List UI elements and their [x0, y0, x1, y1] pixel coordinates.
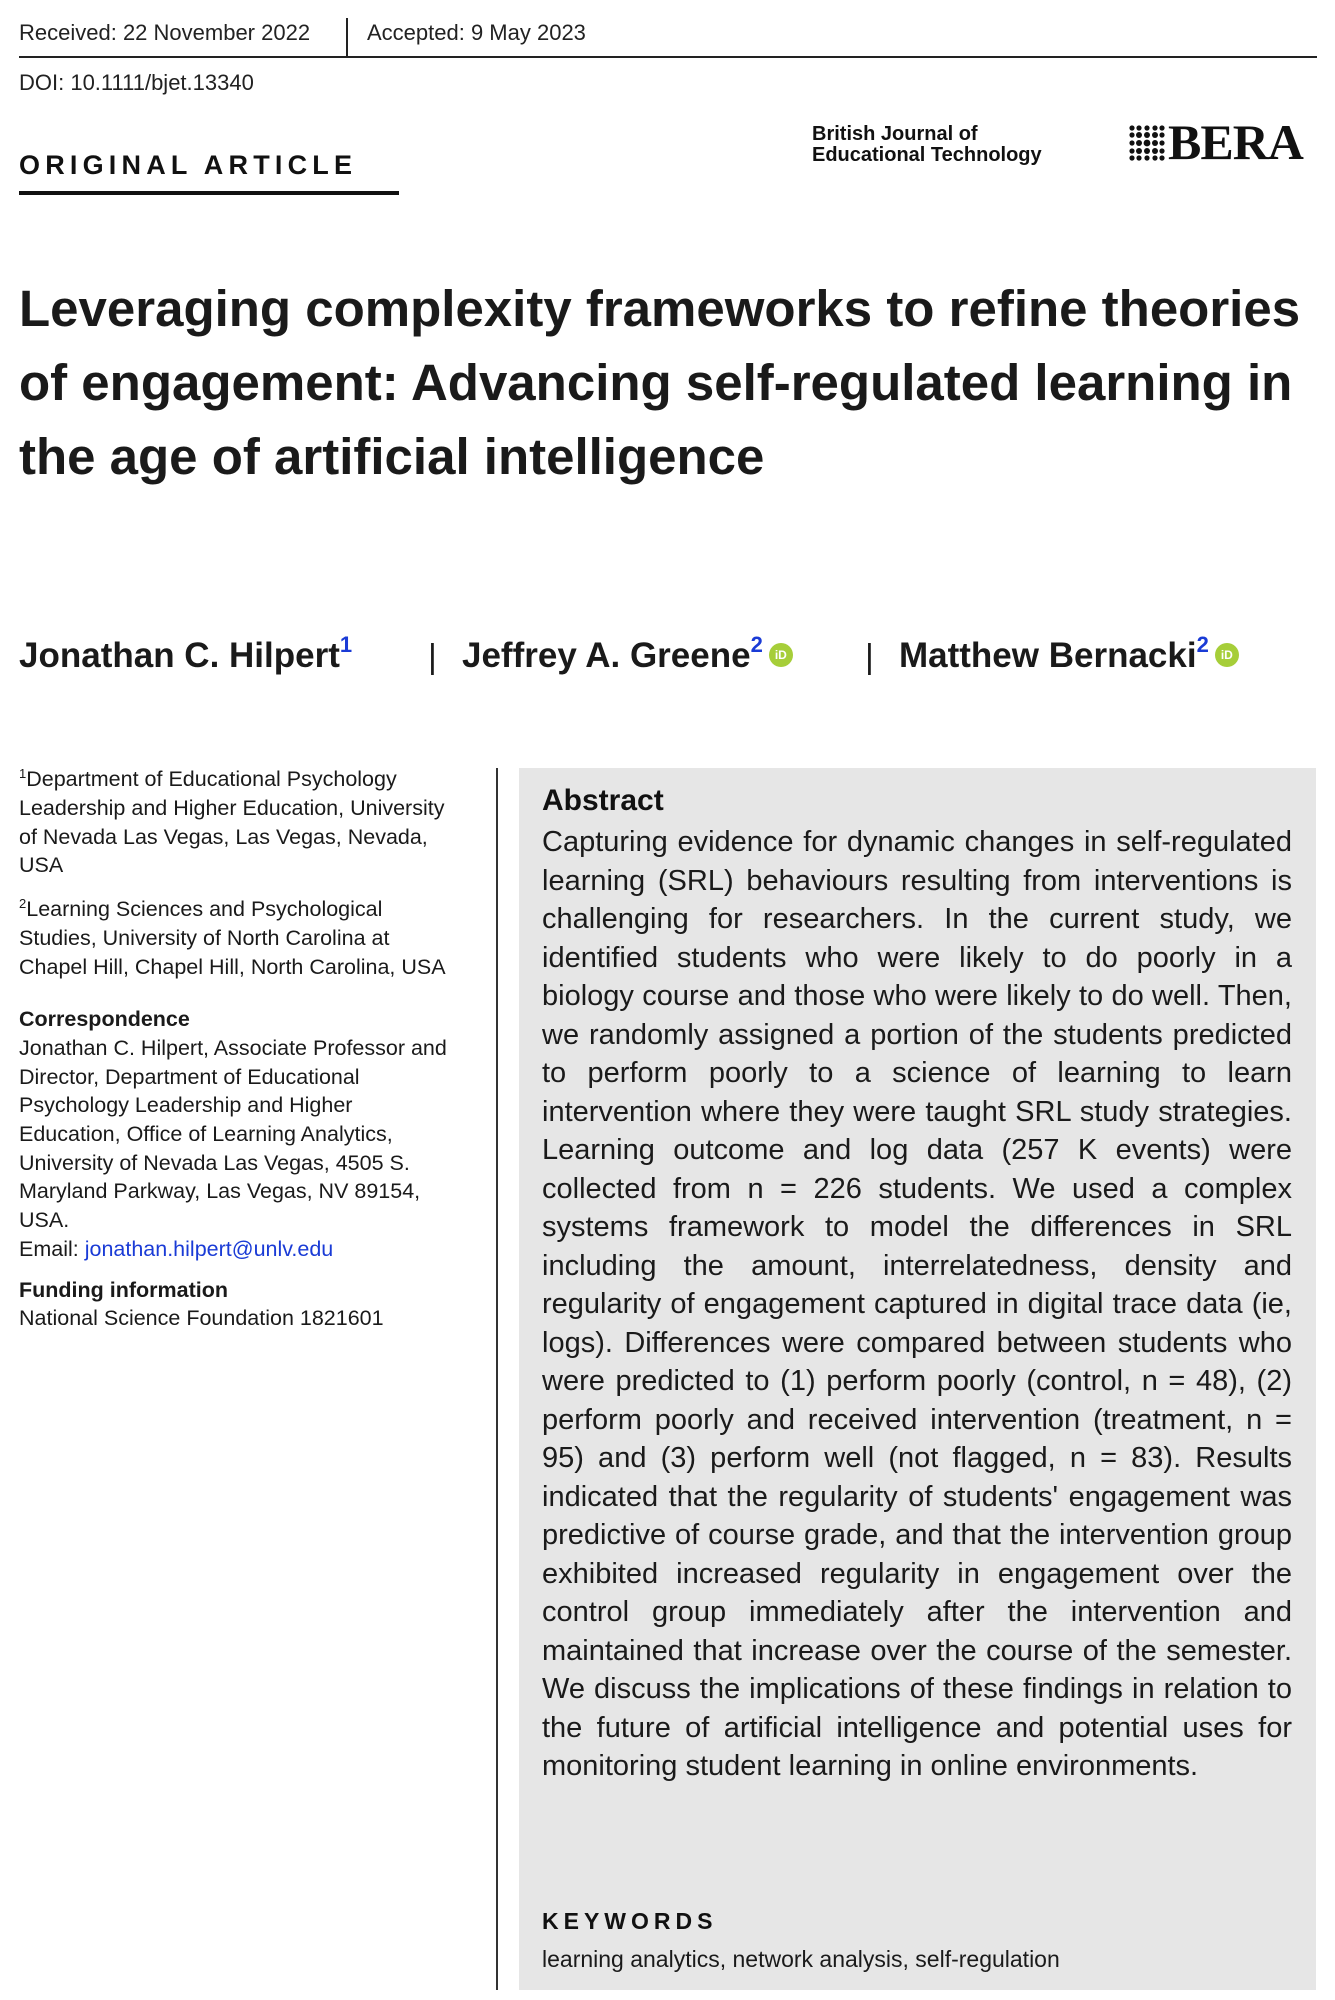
author-separator: | — [865, 638, 874, 676]
publisher-logo-text: BERA — [1168, 114, 1303, 170]
author-2-name: Jeffrey A. Greene — [462, 636, 751, 675]
doi: DOI: 10.1111/bjet.13340 — [19, 70, 254, 95]
author-separator: | — [428, 638, 437, 676]
funding-heading: Funding information — [19, 1277, 228, 1302]
abstract-text: Capturing evidence for dynamic changes in self-regulated learning (SRL) behaviours resulting from interventions is challenging for researchers. In the current study, we identified students who were likely to do poorly in a biology course and those who were likely to do well. Then, we randomly assigned a portion of the students predicted to perform poorly to a science of learning to learn intervention where they were taught SRL study strategies. Learning outcome and log data (257 K events) were collected from n = 226 students. We used a complex systems framework to model the differences in SRL including the amount, interrelatedness, density and regularity of engagement captured in digital trace data (ie, logs). Differences were compared between students who were predicted to (1) perform poorly (control, n = 48), (2) perform poorly and received intervention (treatment, n = 95) and (3) perform well (not flagged, n = 83). Results indicated that the regularity of students' engagement was predictive of course grade, and that the intervention group exhibited increased regularity in engagement over the control group immediately after the intervention and maintained that increase over the course of the semester. We discuss the implications of these findings in relation to the future of artificial intelligence and potential uses for monitoring student learning in online environments. — [542, 826, 1292, 1782]
author-2-affiliation[interactable]: 2 — [750, 632, 763, 657]
correspondence-heading: Correspondence — [19, 1007, 190, 1032]
header-dates — [19, 18, 1317, 58]
author-3 — [899, 632, 1239, 676]
keywords-text: learning analytics, network analysis, self-regulation — [542, 1946, 1060, 1972]
article-type-label: ORIGINAL ARTICLE — [19, 150, 399, 195]
affiliation-1: $^1$Department of Educational Psychology Leadership and Higher Education, University of Nevada Las Vegas, Las Vegas, Nevada, USA — [19, 766, 445, 878]
author-3-affiliation[interactable]: 2 — [1196, 632, 1209, 657]
journal-name — [812, 124, 1102, 166]
email-link[interactable]: jonathan.hilpert@unlv.edu — [84, 1236, 334, 1261]
left-column — [19, 760, 459, 1343]
funding-text: National Science Foundation 1821601 — [19, 1306, 384, 1331]
author-1-name: Jonathan C. Hilpert — [19, 636, 340, 675]
author-1-affiliation[interactable]: 1 — [339, 632, 353, 657]
author-list — [19, 632, 1319, 686]
column-divider — [496, 768, 498, 1990]
orcid-icon[interactable]: iD — [1215, 643, 1239, 667]
abstract-heading: Abstract — [542, 784, 664, 817]
bera-logo-icon — [1128, 124, 1166, 162]
journal-name-line1: British Journal of — [812, 123, 978, 145]
journal-name-line2: Educational Technology — [812, 144, 1042, 166]
correspondence-text: Jonathan C. Hilpert, Associate Professor and Director, Department of Educational Psychology Leadership and Higher Education, Office of Learning Analytics, University of Nevada Las Vegas, 4505 S. Maryland Parkway, Las Vegas, NV 89154, USA. Email: jonathan.hilpert@unlv.edu — [19, 1035, 447, 1261]
paper-title: Leveraging complexity frameworks to refine theories of engagement: Advancing self-regulated learning in the age of artificial intelligence — [19, 280, 1301, 485]
author-1 — [19, 632, 353, 676]
affiliation-2: $^2$Learning Sciences and Psychological Studies, University of North Carolina at Chapel Hill, Chapel Hill, North Carolina, USA — [19, 895, 446, 979]
keywords-heading: KEYWORDS — [542, 1908, 718, 1934]
author-2 — [462, 632, 793, 676]
author-3-name: Matthew Bernacki — [899, 636, 1197, 675]
accepted-date: Accepted: 9 May 2023 — [367, 20, 586, 45]
received-date: Received: 22 November 2022 — [19, 20, 311, 45]
orcid-icon[interactable]: iD — [769, 643, 793, 667]
date-divider — [346, 18, 348, 56]
